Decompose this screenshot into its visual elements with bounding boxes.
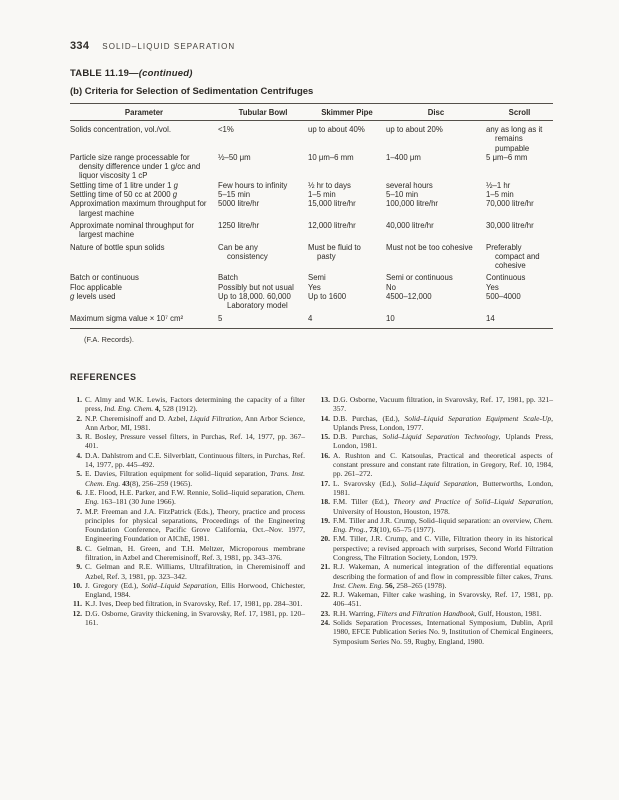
table-cell: Settling time of 1 litre under 1 g bbox=[70, 180, 178, 190]
table-cell: Maximum sigma value × 10⁷ cm² bbox=[70, 313, 184, 323]
reference-item: 12. D.G. Osborne, Gravity thickening, in Svarovsky, Ref. 17, 1981, pp. 120–161. bbox=[70, 609, 305, 628]
table-cell: Must be fluid to pasty bbox=[308, 242, 361, 261]
reference-item: 1. C. Almy and W.K. Lewis, Factors determining the capacity of a filter press, Ind. Eng. Chem. 4, 528 (1912). bbox=[70, 395, 305, 414]
reference-number: 13. bbox=[320, 394, 330, 404]
reference-item: 23. R.H. Warring, Filters and Filtration Handbook, Gulf, Houston, 1981. bbox=[318, 609, 553, 618]
table-row bbox=[70, 221, 553, 240]
table-cell: Can be any consistency bbox=[218, 242, 268, 261]
table-cell: Few hours to infinity bbox=[218, 180, 288, 190]
table-cell: 1250 litre/hr bbox=[218, 220, 260, 230]
table-cell: several hours bbox=[386, 180, 433, 190]
column-header: Scroll bbox=[508, 108, 531, 117]
reference-item: 19. F.M. Tiller and J.R. Crump, Solid–liquid separation: an overview, Chem. Eng. Prog., 73(10), 65–75 (1977). bbox=[318, 516, 553, 535]
table-cell: Must not be too cohesive bbox=[386, 242, 473, 252]
table-caption bbox=[70, 68, 553, 79]
table-cell: 4500–12,000 bbox=[386, 292, 432, 302]
reference-item: 15. D.B. Purchas, Solid–Liquid Separation Technology, Uplands Press, London, 1981. bbox=[318, 432, 553, 451]
table-footnote: (F.A. Records). bbox=[84, 334, 135, 344]
reference-item: 5. E. Davies, Filtration equipment for solid–liquid separation, Trans. Inst. Chem. Eng. 43(8), 256–259 (1965). bbox=[70, 469, 305, 488]
table-caption-label: TABLE 11.19— bbox=[70, 68, 139, 79]
table-cell: Nature of bottle spun solids bbox=[70, 242, 165, 252]
table-cell: g levels used bbox=[70, 292, 116, 302]
reference-number: 18. bbox=[320, 497, 330, 507]
table-cell: 14 bbox=[486, 313, 495, 323]
reference-number: 16. bbox=[320, 450, 330, 460]
table-cell: <1% bbox=[218, 125, 234, 134]
table-cell: 10 bbox=[386, 313, 395, 323]
reference-number: 11. bbox=[73, 599, 82, 609]
table-cell: Preferably compact and cohesive bbox=[486, 242, 540, 271]
table-cell: 4 bbox=[308, 313, 313, 323]
table-cell: No bbox=[386, 282, 396, 292]
reference-number: 6. bbox=[76, 487, 82, 497]
reference-number: 14. bbox=[320, 413, 330, 423]
table-cell: Yes bbox=[308, 282, 321, 292]
reference-number: 2. bbox=[76, 413, 82, 423]
table-row bbox=[70, 190, 553, 199]
table-cell: up to about 20% bbox=[386, 125, 443, 134]
table-cell: 15,000 litre/hr bbox=[308, 199, 356, 209]
table-cell: Approximate nominal throughput for largest machine bbox=[70, 220, 194, 240]
reference-item: 24. Solids Separation Processes, International Symposium, Dublin, April 1980, EFCE Publication Series No. 9, Institution of Chemical Engineers, Symposium Series No. 59, Rugby, England, 1980. bbox=[318, 618, 553, 646]
table-cell: 100,000 litre/hr bbox=[386, 199, 439, 209]
reference-item: 10. J. Gregory (Ed.), Solid–Liquid Separation, Ellis Horwood, Chichester, England, 1984. bbox=[70, 581, 305, 600]
table-cell: 10 μm–6 mm bbox=[308, 152, 354, 162]
table-cell: 1–400 μm bbox=[386, 152, 421, 162]
references-left bbox=[70, 395, 305, 646]
reference-item: 7. M.P. Freeman and J.A. FitzPatrick (Eds.), Theory, practice and process principles for physical separations, Proceedings of the Engineering Foundation Conference, Pacific Grove California, Oct.–Nov. 1977, Engineering Foundation or AIChE, 1981. bbox=[70, 507, 305, 544]
table-cell: 70,000 litre/hr bbox=[486, 199, 534, 209]
reference-item: 6. J.E. Flood, H.E. Parker, and F.W. Rennie, Solid–liquid separation, Chem. Eng. 163–181 (30 June 1966). bbox=[70, 488, 305, 507]
table-cell: ½ hr to days bbox=[308, 180, 351, 190]
column-header: Skimmer Pipe bbox=[321, 108, 373, 117]
reference-number: 20. bbox=[320, 534, 330, 544]
reference-item: 9. C. Gelman and R.E. Williams, Ultrafiltration, in Cheremisinoff and Azbel, Ref. 3, 1981, pp. 323–342. bbox=[70, 562, 305, 581]
column-header: Tubular Bowl bbox=[238, 108, 288, 117]
table-cell: Solids concentration, vol./vol. bbox=[70, 125, 171, 134]
table-caption-continued: (continued) bbox=[138, 68, 193, 79]
table-row bbox=[70, 243, 553, 271]
reference-item: 3. R. Bosley, Pressure vessel filters, in Purchas, Ref. 14, 1977, pp. 367–401. bbox=[70, 432, 305, 451]
reference-number: 3. bbox=[76, 432, 82, 442]
table-row bbox=[70, 181, 553, 190]
reference-number: 1. bbox=[76, 394, 82, 404]
reference-item: 16. A. Rushton and C. Katsoulas, Practical and theoretical aspects of constant pressure and constant rate filtration, in Gregory, Ref. 10, 1984, pp. 261–272. bbox=[318, 451, 553, 479]
table-row bbox=[70, 153, 553, 181]
reference-number: 5. bbox=[76, 469, 82, 479]
reference-number: 8. bbox=[76, 543, 82, 553]
table-cell: Approximation maximum throughput for largest machine bbox=[70, 199, 207, 218]
reference-item: 17. L. Svarovsky (Ed.), Solid–Liquid Separation, Butterworths, London, 1981. bbox=[318, 479, 553, 498]
reference-number: 24. bbox=[320, 618, 330, 628]
reference-item: 11. K.J. Ives, Deep bed filtration, in Svarovsky, Ref. 17, 1981, pp. 284–301. bbox=[70, 599, 305, 608]
reference-number: 4. bbox=[76, 450, 82, 460]
selection-criteria-table bbox=[70, 103, 553, 329]
table-cell: Up to 1600 bbox=[308, 292, 347, 302]
reference-item: 18. F.M. Tiller (Ed.), Theory and Practice of Solid–Liquid Separation, University of Houston, Houston, 1978. bbox=[318, 497, 553, 516]
reference-item: 4. D.A. Dahlstrom and C.E. Silverblatt, Continuous filters, in Purchas, Ref. 14, 1977, pp. 445–492. bbox=[70, 451, 305, 470]
reference-number: 15. bbox=[320, 432, 330, 442]
reference-item: 20. F.M. Tiller, J.R. Crump, and C. Ville, Filtration theory in its historical perspective; a revised approach with surprises, Second World Filtration Congress, The Filtration Society, London, 1979. bbox=[318, 534, 553, 562]
table-cell: 40,000 litre/hr bbox=[386, 220, 434, 230]
column-header: Disc bbox=[427, 108, 445, 117]
table-header-row bbox=[70, 104, 553, 121]
table-cell: Settling time of 50 cc at 2000 g bbox=[70, 190, 178, 200]
reference-item: 22. R.J. Wakeman, Filter cake washing, in Svarovsky, Ref. 17, 1981, pp. 406–451. bbox=[318, 590, 553, 609]
reference-number: 21. bbox=[320, 562, 330, 572]
column-header: Parameter bbox=[124, 108, 164, 117]
table-cell: Batch bbox=[218, 273, 238, 283]
table-cell: Batch or continuous bbox=[70, 273, 139, 283]
table-cell: ½–1 hr bbox=[486, 180, 511, 190]
table-body bbox=[70, 121, 553, 328]
reference-item: 8. C. Gelman, H. Green, and T.H. Meltzer, Microporous membrane filtration, in Azbel and Cheremisinoff, Ref. 3, 1981, pp. 343–376. bbox=[70, 544, 305, 563]
table-cell: ½–50 μm bbox=[218, 152, 251, 162]
reference-number: 12. bbox=[72, 608, 82, 618]
table-cell: Floc applicable bbox=[70, 282, 123, 292]
table-cell: 5000 litre/hr bbox=[218, 199, 260, 209]
table-cell: 30,000 litre/hr bbox=[486, 220, 534, 230]
table-cell: up to about 40% bbox=[308, 125, 365, 134]
references-right bbox=[318, 395, 553, 646]
reference-number: 9. bbox=[76, 562, 82, 572]
table-cell: 12,000 litre/hr bbox=[308, 220, 356, 230]
table-cell: 5 μm–6 mm bbox=[486, 152, 528, 162]
table-row bbox=[70, 273, 553, 282]
table-cell: 1–5 min bbox=[486, 190, 514, 200]
reference-item: 13. D.G. Osborne, Vacuum filtration, in Svarovsky, Ref. 17, 1981, pp. 321–357. bbox=[318, 395, 553, 414]
page-number: 334 bbox=[70, 40, 90, 52]
references-heading: REFERENCES bbox=[70, 371, 137, 382]
table-cell: 5–10 min bbox=[386, 190, 419, 200]
table-cell: Possibly but not usual bbox=[218, 282, 294, 292]
reference-number: 7. bbox=[76, 506, 82, 516]
reference-number: 10. bbox=[72, 580, 82, 590]
table-cell: 1–5 min bbox=[308, 190, 336, 200]
table-cell: Particle size range processable for density difference under 1 g/cc and liquor viscosity 1 cP bbox=[70, 152, 201, 181]
table-cell: 5 bbox=[218, 313, 223, 323]
reference-item: 21. R.J. Wakeman, A numerical integration of the differential equations describing the formation of and flow in compressible filter cakes, Trans. Inst. Chem. Eng. 56, 258–265 (1978). bbox=[318, 562, 553, 590]
table-cell: Semi bbox=[308, 273, 326, 283]
table-cell: any as long as it remains pumpable bbox=[486, 125, 543, 153]
reference-number: 22. bbox=[320, 590, 330, 600]
table-subtitle: (b) Criteria for Selection of Sedimentation Centrifuges bbox=[70, 86, 314, 97]
running-head: SOLID–LIQUID SEPARATION bbox=[102, 42, 236, 51]
table-row bbox=[70, 283, 553, 292]
table-cell: Yes bbox=[486, 282, 499, 292]
table-row bbox=[70, 292, 553, 311]
reference-item: 14. D.B. Purchas, (Ed.), Solid–Liquid Separation Equipment Scale-Up, Uplands Press, London, 1977. bbox=[318, 414, 553, 433]
table-cell: Up to 18,000. 60,000 Laboratory model bbox=[218, 292, 291, 311]
reference-number: 19. bbox=[320, 515, 330, 525]
page-header bbox=[70, 40, 553, 53]
table-cell: Continuous bbox=[486, 273, 526, 283]
table-cell: Semi or continuous bbox=[386, 273, 453, 283]
references-section bbox=[70, 395, 553, 646]
table-row bbox=[70, 199, 553, 218]
reference-number: 23. bbox=[320, 608, 330, 618]
table-row bbox=[70, 125, 553, 153]
table-row bbox=[70, 314, 553, 323]
reference-item: 2. N.P. Cheremisinoff and D. Azbel, Liquid Filtration, Ann Arbor Science, Ann Arbor, MI, 1981. bbox=[70, 414, 305, 433]
table-cell: 500–4000 bbox=[486, 292, 521, 302]
table-cell: 5–15 min bbox=[218, 190, 251, 200]
reference-number: 17. bbox=[320, 478, 330, 488]
